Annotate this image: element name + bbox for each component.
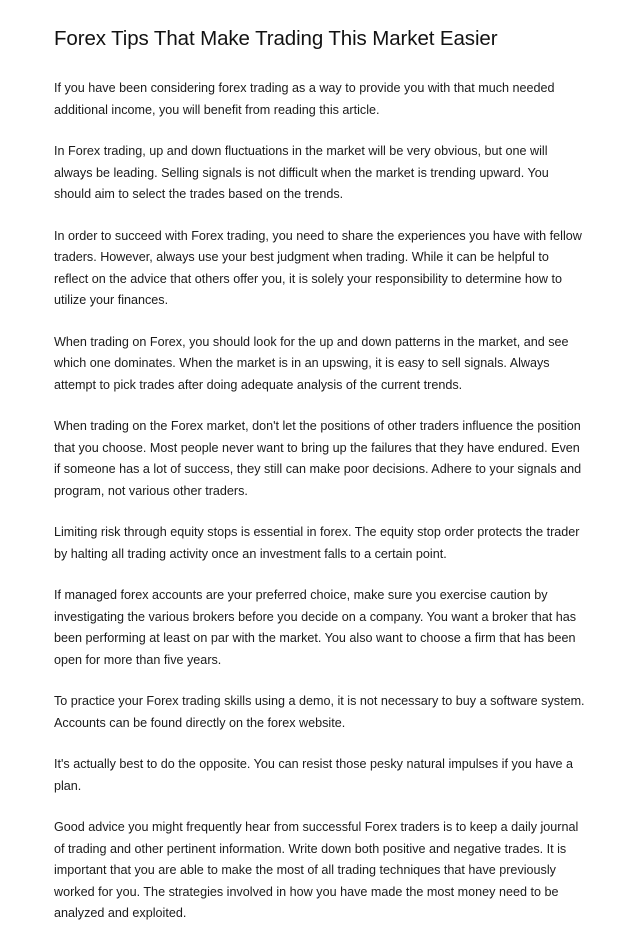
document-title: Forex Tips That Make Trading This Market Easier bbox=[54, 27, 498, 50]
paragraph: Good advice you might frequently hear from successful Forex traders is to keep a daily journal of trading and other pertinent information. Write down both positive and negative trades. It is important that you are able to make the most of all trading techniques that have previously worked for you. The strategies involved in how you have made the most money need to be analyzed and exploited. bbox=[54, 820, 579, 920]
paragraph: In Forex trading, up and down fluctuations in the market will be very obvious, but one will always be leading. Selling signals is not difficult when the market is trending upward. You should aim to select the trades based on the trends. bbox=[54, 144, 549, 201]
paragraph: In order to succeed with Forex trading, you need to share the experiences you have with fellow traders. However, always use your best judgment when trading. While it can be helpful to reflect on the advice that others offer you, it is solely your responsibility to determine how to utilize your finances. bbox=[54, 228, 582, 307]
paragraph: To practice your Forex trading skills using a demo, it is not necessary to buy a software system. Accounts can be found directly on the forex website. bbox=[54, 694, 585, 730]
paragraph: When trading on the Forex market, don't let the positions of other traders influence the position that you choose. Most people never want to bring up the failures that they have endured. Even if someone has a lot of success, they still can make poor decisions. Adhere to your signals and program, not various other traders. bbox=[54, 419, 582, 498]
paragraph: It's actually best to do the opposite. You can resist those pesky natural impulses if you have a plan. bbox=[54, 757, 574, 793]
paragraph: When trading on Forex, you should look for the up and down patterns in the market, and see which one dominates. When the market is in an upswing, it is easy to sell signals. Always attempt to pick trades after doing adequate analysis of the current trends. bbox=[54, 334, 569, 392]
paragraph: If managed forex accounts are your preferred choice, make sure you exercise caution by investigating the various brokers before you decide on a company. You want a broker that has been performing at least on par with the market. You also want to choose a firm that has been open for more than five years. bbox=[54, 588, 577, 667]
paragraph: If you have been considering forex trading as a way to provide you with that much needed additional income, you will benefit from reading this article. bbox=[54, 81, 555, 117]
paragraph: Limiting risk through equity stops is essential in forex. The equity stop order protects the trader by halting all trading activity once an investment falls to a certain point. bbox=[54, 525, 580, 561]
document-page bbox=[54, 26, 586, 945]
